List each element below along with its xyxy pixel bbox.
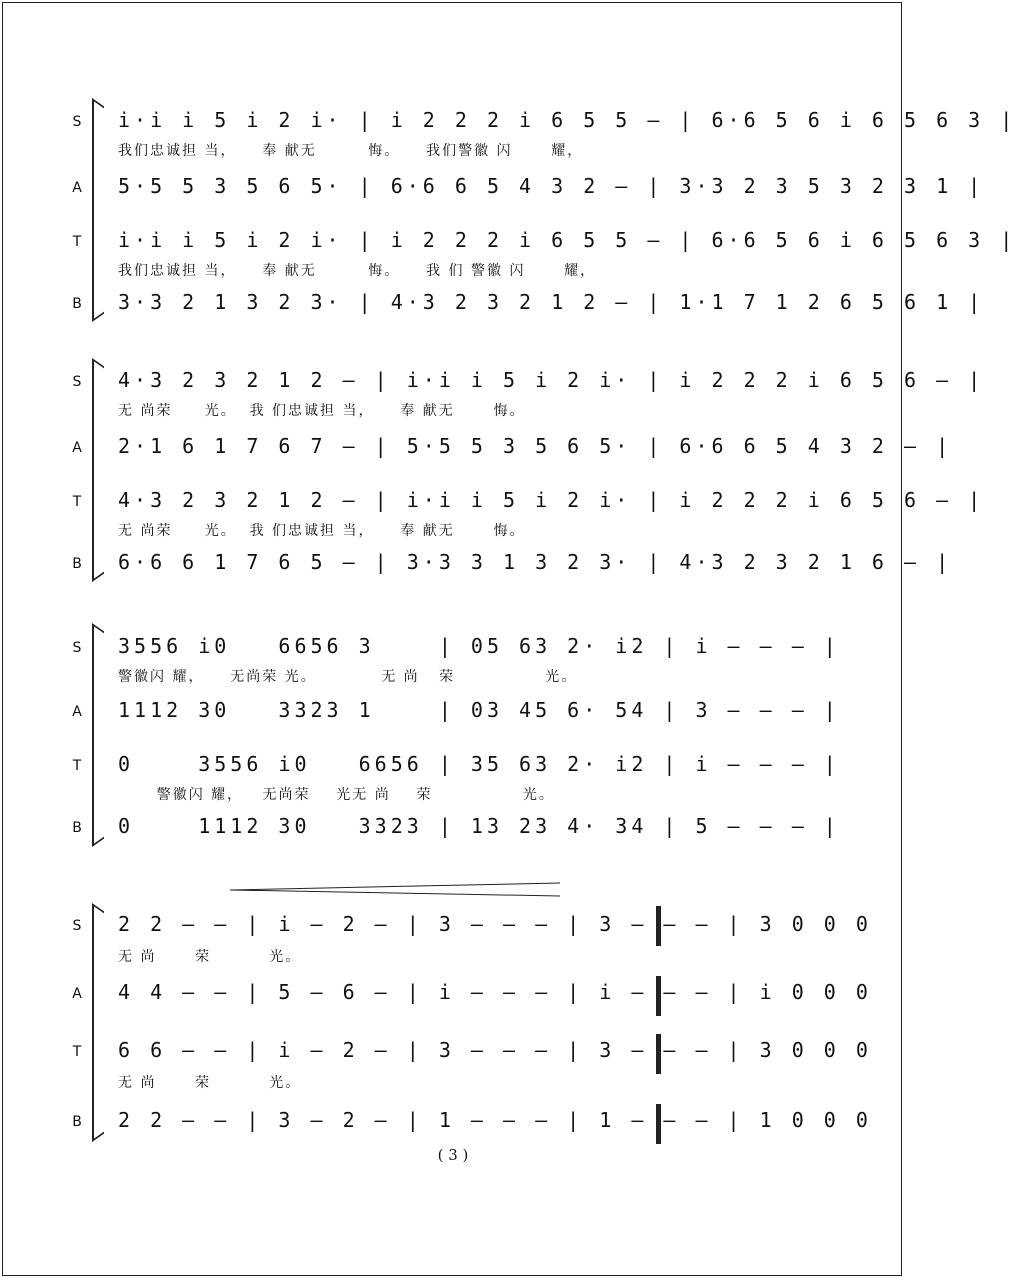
bass-notes: 3·3 2 1 3 2 3· | 4·3 2 3 2 1 2 – | 1·1 7 1 2 6 5 6 1 | (118, 290, 985, 314)
bass-notes: 2 2 – – | 3 – 2 – | 1 – – – | 1 – – – | 1 0 0 0 (118, 1108, 872, 1132)
voice-label-b: B (72, 556, 82, 572)
tenor-notes: 6 6 – – | i – 2 – | 3 – – – | 3 – – – | 3 0 0 0 (118, 1038, 872, 1062)
soprano-notes: 4·3 2 3 2 1 2 – | i·i i 5 i 2 i· | i 2 2 2 i 6 5 6 – | (118, 368, 985, 392)
system-bracket (92, 360, 102, 580)
crescendo-hairpin (230, 880, 570, 900)
soprano-notes: 3556 i0 6656 3 | 05 63 2· i2 | i – – – | (118, 634, 840, 658)
tenor-notes: 4·3 2 3 2 1 2 – | i·i i 5 i 2 i· | i 2 2 2 i 6 5 6 – | (118, 488, 985, 512)
voice-label-a: A (72, 704, 82, 720)
tenor-lyrics: 我们忠诚担 当， 奉 献无 悔。 我 们 警徽 闪 耀， (118, 263, 597, 279)
tenor-lyrics: 警徽闪 耀， 无尚荣 光无 尚 荣 光。 (118, 787, 555, 803)
voice-label-t: T (72, 494, 82, 510)
voice-label-b: B (72, 820, 82, 836)
voice-label-s: S (72, 918, 82, 934)
soprano-lyrics: 无 尚荣 光。 我 们忠诚担 当， 奉 献无 悔。 (118, 403, 526, 419)
soprano-lyrics: 警徽闪 耀， 无尚荣 光。 无 尚 荣 光。 (118, 669, 578, 685)
tenor-lyrics: 无 尚 荣 光。 (118, 1075, 302, 1091)
voice-label-t: T (72, 758, 82, 774)
system-bracket (92, 625, 102, 845)
final-barline (656, 1034, 661, 1074)
system-bracket (92, 905, 102, 1140)
tenor-lyrics: 无 尚荣 光。 我 们忠诚担 当， 奉 献无 悔。 (118, 523, 526, 539)
voice-label-t: T (72, 1044, 82, 1060)
tenor-notes: 0 3556 i0 6656 | 35 63 2· i2 | i – – – | (118, 752, 840, 776)
bass-notes: 0 1112 30 3323 | 13 23 4· 34 | 5 – – – | (118, 814, 840, 838)
alto-notes: 5·5 5 3 5 6 5· | 6·6 6 5 4 3 2 – | 3·3 2 3 5 3 2 3 1 | (118, 174, 985, 198)
soprano-notes: i·i i 5 i 2 i· | i 2 2 2 i 6 5 5 – | 6·6 5 6 i 6 5 6 3 | (118, 108, 1016, 132)
voice-label-s: S (72, 374, 82, 390)
final-barline (656, 1104, 661, 1144)
bass-notes: 6·6 6 1 7 6 5 – | 3·3 3 1 3 2 3· | 4·3 2 3 2 1 6 – | (118, 550, 953, 574)
page-number: ( 3 ) (437, 1146, 469, 1164)
voice-label-b: B (72, 1114, 82, 1130)
alto-notes: 1112 30 3323 1 | 03 45 6· 54 | 3 – – – | (118, 698, 840, 722)
voice-label-b: B (72, 296, 82, 312)
tenor-notes: i·i i 5 i 2 i· | i 2 2 2 i 6 5 5 – | 6·6 5 6 i 6 5 6 3 | (118, 228, 1016, 252)
soprano-lyrics: 我们忠诚担 当， 奉 献无 悔。 我们警徽 闪 耀， (118, 143, 584, 159)
soprano-notes: 2 2 – – | i – 2 – | 3 – – – | 3 – – – | 3 0 0 0 (118, 912, 872, 936)
voice-label-s: S (72, 114, 82, 130)
voice-label-a: A (72, 180, 82, 196)
voice-label-a: A (72, 986, 82, 1002)
alto-notes: 2·1 6 1 7 6 7 – | 5·5 5 3 5 6 5· | 6·6 6 5 4 3 2 – | (118, 434, 953, 458)
voice-label-a: A (72, 440, 82, 456)
soprano-lyrics: 无 尚 荣 光。 (118, 949, 302, 965)
final-barline (656, 906, 661, 946)
alto-notes: 4 4 – – | 5 – 6 – | i – – – | i – – – | i 0 0 0 (118, 980, 872, 1004)
voice-label-t: T (72, 234, 82, 250)
voice-label-s: S (72, 640, 82, 656)
final-barline (656, 976, 661, 1016)
system-bracket (92, 100, 102, 320)
